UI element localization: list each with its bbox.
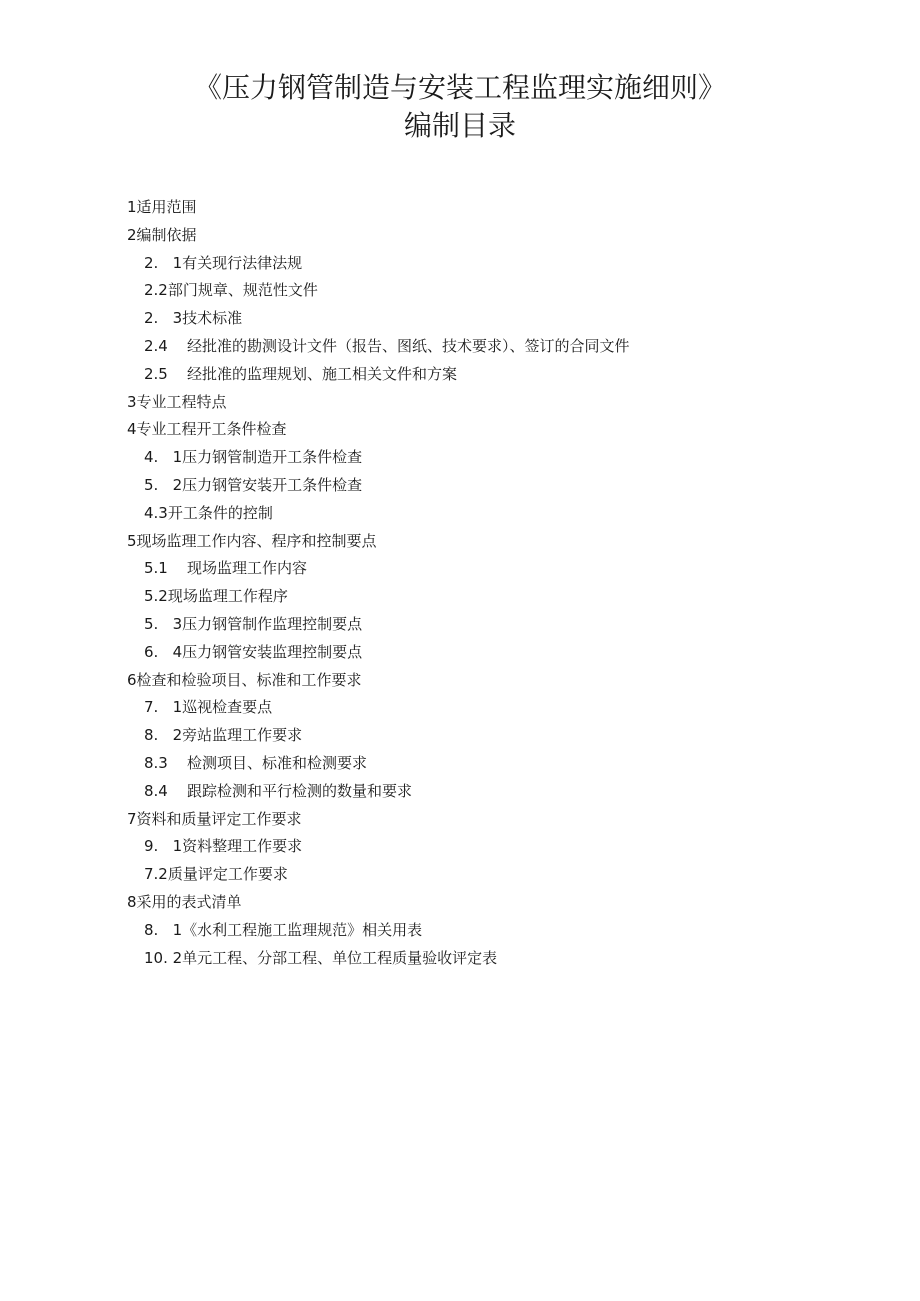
toc-subsection xyxy=(127,305,827,333)
toc-label: 跟踪检测和平行检测的数量和要求 xyxy=(186,781,412,800)
toc-number: 5.2 xyxy=(144,587,168,606)
title-main: 《压力钢管制造与安装工程监理实施细则》 xyxy=(193,71,726,104)
toc-section xyxy=(127,528,827,556)
toc-number: 2 xyxy=(127,225,137,244)
toc-section xyxy=(127,222,827,250)
toc-label: 压力钢管制作监理控制要点 xyxy=(182,614,363,633)
toc-label: 巡视检查要点 xyxy=(182,698,273,717)
toc-label: 编制依据 xyxy=(136,225,197,244)
toc-label: 资料和质量评定工作要求 xyxy=(136,809,302,828)
toc-label: 现场监理工作内容、程序和控制要点 xyxy=(136,531,377,550)
toc-number: 3 xyxy=(127,392,137,411)
toc-label: 现场监理工作程序 xyxy=(167,587,288,606)
toc-label: 采用的表式清单 xyxy=(136,892,242,911)
toc-number: 2.5 xyxy=(144,364,187,383)
title-subtitle: 编制目录 xyxy=(403,109,516,142)
toc-subsection xyxy=(127,778,827,806)
toc-label: 经批准的监理规划、施工相关文件和方案 xyxy=(186,364,457,383)
toc-subsection xyxy=(127,750,827,778)
toc-number: 4.3 xyxy=(144,503,168,522)
toc-subsection xyxy=(127,277,827,305)
toc-label: 压力钢管安装监理控制要点 xyxy=(182,642,363,661)
table-of-contents xyxy=(127,194,827,972)
toc-number: 2. 1 xyxy=(144,253,183,272)
toc-label: 专业工程开工条件检查 xyxy=(136,420,287,439)
toc-number: 6 xyxy=(127,670,137,689)
toc-section xyxy=(127,667,827,695)
toc-number: 7.2 xyxy=(144,865,168,884)
toc-section xyxy=(127,889,827,917)
toc-number: 4 xyxy=(127,420,137,439)
toc-label: 专业工程特点 xyxy=(136,392,227,411)
toc-label: 部门规章、规范性文件 xyxy=(167,281,318,300)
toc-subsection xyxy=(127,361,827,389)
toc-subsection xyxy=(127,917,827,945)
toc-label: 现场监理工作内容 xyxy=(186,559,307,578)
toc-number: 5.1 xyxy=(144,559,187,578)
toc-label: 有关现行法律法规 xyxy=(182,253,303,272)
toc-subsection xyxy=(127,555,827,583)
toc-number: 5. 2 xyxy=(144,475,183,494)
toc-subsection xyxy=(127,472,827,500)
toc-number: 10. 2 xyxy=(144,948,183,967)
toc-number: 7. 1 xyxy=(144,698,183,717)
toc-section xyxy=(127,806,827,834)
toc-label: 单元工程、分部工程、单位工程质量验收评定表 xyxy=(182,948,498,967)
toc-subsection xyxy=(127,861,827,889)
toc-number: 5 xyxy=(127,531,137,550)
toc-number: 5. 3 xyxy=(144,614,183,633)
toc-number: 2. 3 xyxy=(144,309,183,328)
toc-number: 4. 1 xyxy=(144,448,183,467)
toc-subsection xyxy=(127,945,827,973)
toc-subsection xyxy=(127,722,827,750)
toc-subsection xyxy=(127,500,827,528)
toc-subsection xyxy=(127,611,827,639)
toc-label: 资料整理工作要求 xyxy=(182,837,303,856)
toc-number: 2.4 xyxy=(144,336,187,355)
toc-label: 压力钢管安装开工条件检查 xyxy=(182,475,363,494)
toc-number: 6. 4 xyxy=(144,642,183,661)
toc-label: 旁站监理工作要求 xyxy=(182,726,303,745)
toc-subsection xyxy=(127,250,827,278)
toc-label: 检测项目、标准和检测要求 xyxy=(186,753,367,772)
toc-number: 7 xyxy=(127,809,137,828)
toc-label: 经批准的勘测设计文件（报告、图纸、技术要求）、签订的合同文件 xyxy=(186,336,630,355)
toc-number: 8.4 xyxy=(144,781,187,800)
toc-label: 开工条件的控制 xyxy=(167,503,273,522)
toc-label: 压力钢管制造开工条件检查 xyxy=(182,448,363,467)
toc-label: 检查和检验项目、标准和工作要求 xyxy=(136,670,362,689)
toc-label: 适用范围 xyxy=(136,198,197,216)
toc-number: 2.2 xyxy=(144,281,168,300)
toc-section xyxy=(127,194,827,222)
document-title xyxy=(0,70,920,144)
toc-number: 1 xyxy=(127,198,137,216)
toc-section xyxy=(127,416,827,444)
toc-subsection xyxy=(127,333,827,361)
toc-number: 9. 1 xyxy=(144,837,183,856)
toc-section xyxy=(127,389,827,417)
toc-number: 8. 2 xyxy=(144,726,183,745)
toc-number: 8.3 xyxy=(144,753,187,772)
toc-label: 质量评定工作要求 xyxy=(167,865,288,884)
toc-number: 8. 1 xyxy=(144,920,183,939)
toc-number: 8 xyxy=(127,892,137,911)
toc-subsection xyxy=(127,444,827,472)
toc-label: 技术标准 xyxy=(182,309,243,328)
toc-label: 《水利工程施工监理规范》相关用表 xyxy=(182,920,423,939)
toc-subsection xyxy=(127,639,827,667)
toc-subsection xyxy=(127,694,827,722)
toc-subsection xyxy=(127,583,827,611)
toc-subsection xyxy=(127,833,827,861)
